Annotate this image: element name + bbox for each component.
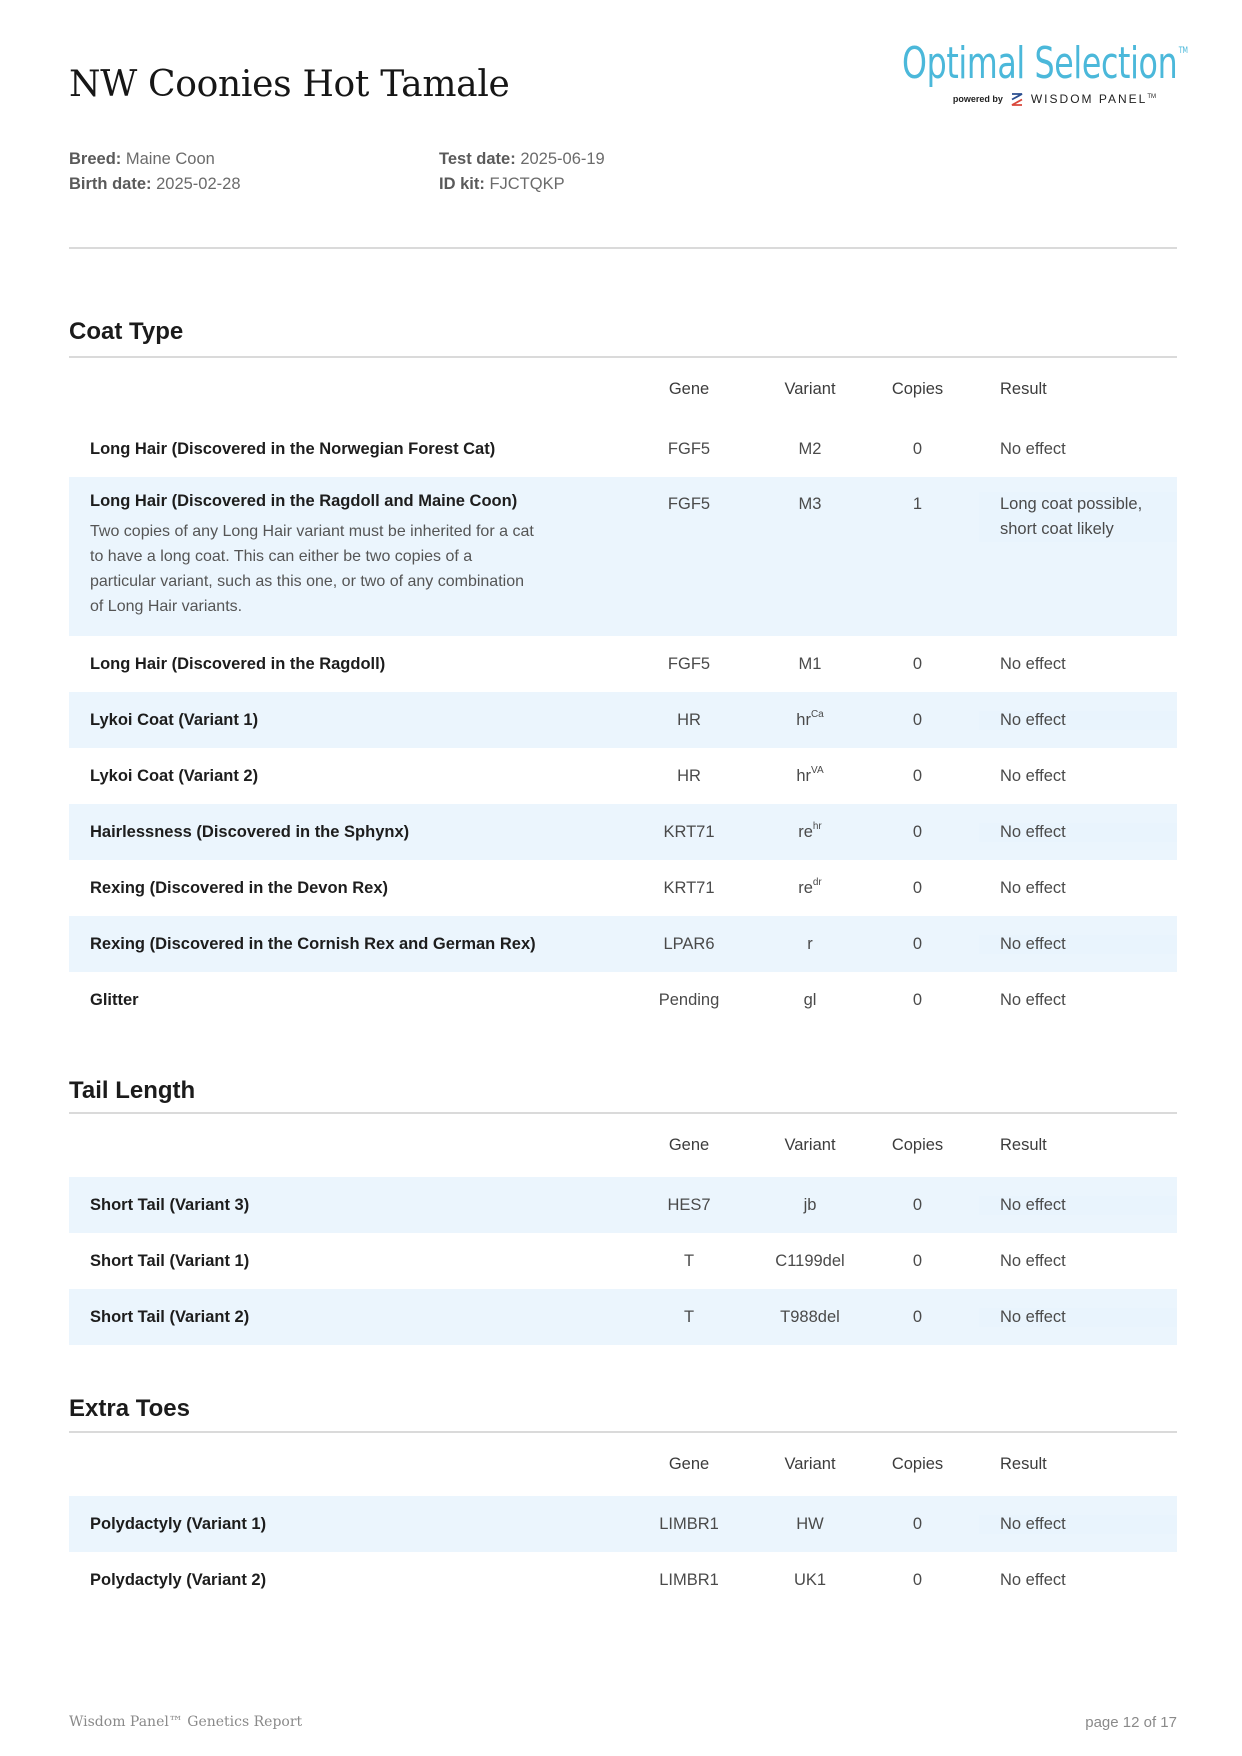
result-value: No effect xyxy=(979,1308,1177,1327)
column-header-variant: Variant xyxy=(784,1455,836,1473)
copies-value: 0 xyxy=(912,1514,923,1533)
trait-table-extra-toes xyxy=(69,1433,1177,1608)
gene-value: LIMBR1 xyxy=(659,1514,719,1533)
copies-value: 0 xyxy=(912,1307,923,1326)
birth-date-field: Birth date: 2025-02-28 xyxy=(69,175,241,193)
variant-superscript: dr xyxy=(812,876,822,888)
variant-value: jb xyxy=(803,1195,817,1214)
trait-name-cell xyxy=(69,935,614,954)
copies-value: 0 xyxy=(912,654,923,673)
variant-cell xyxy=(764,1252,856,1271)
gene-value: T xyxy=(683,1251,695,1270)
logo-main-text: Optimal Selection xyxy=(902,38,1178,89)
trait-name: Short Tail (Variant 2) xyxy=(90,1307,250,1326)
column-header-copies: Copies xyxy=(891,1136,944,1154)
variant-cell xyxy=(764,764,856,786)
table-row xyxy=(69,1496,1177,1552)
section-title-extra-toes: Extra Toes xyxy=(69,1395,190,1422)
trait-name: Hairlessness (Discovered in the Sphynx) xyxy=(90,822,410,841)
table-row xyxy=(69,972,1177,1028)
table-row xyxy=(69,692,1177,748)
trait-name: Lykoi Coat (Variant 1) xyxy=(90,710,259,729)
variant-cell xyxy=(764,935,856,954)
trait-name-cell xyxy=(69,1252,614,1271)
variant-value: T988del xyxy=(780,1307,840,1326)
result-value: No effect xyxy=(1000,990,1066,1009)
id-kit-value: FJCTQKP xyxy=(489,175,565,193)
variant-value: re xyxy=(798,878,813,897)
section-title-coat-type: Coat Type xyxy=(69,318,184,345)
variant-value: M3 xyxy=(798,495,822,513)
trait-name: Glitter xyxy=(90,990,139,1009)
trait-name-cell xyxy=(69,879,614,898)
trait-table-tail-length xyxy=(69,1114,1177,1345)
result-value: No effect xyxy=(979,1196,1177,1215)
trait-name: Lykoi Coat (Variant 2) xyxy=(90,766,259,785)
column-header-variant: Variant xyxy=(784,380,836,398)
variant-superscript: VA xyxy=(811,764,824,776)
variant-cell xyxy=(764,876,856,898)
table-row xyxy=(69,1289,1177,1345)
trait-description: Two copies of any Long Hair variant must be inherited for a cat to have a long coat. This can either be two copies of a particular variant, such as this one, or two of any combination of Long Hair variants. xyxy=(90,523,534,615)
copies-value: 0 xyxy=(912,822,923,841)
variant-cell xyxy=(764,1308,856,1327)
trait-name: Rexing (Discovered in the Cornish Rex and German Rex) xyxy=(90,934,536,953)
variant-value: M1 xyxy=(798,654,822,673)
brand-trademark: TM xyxy=(1147,94,1156,100)
variant-value: UK1 xyxy=(793,1570,827,1589)
column-header-gene: Gene xyxy=(668,380,710,398)
trait-name-cell xyxy=(69,1515,614,1534)
trait-name-cell xyxy=(69,711,614,730)
variant-cell xyxy=(764,991,856,1010)
header-divider xyxy=(69,247,1177,249)
test-date-value: 2025-06-19 xyxy=(520,150,605,168)
variant-value: hr xyxy=(796,766,812,785)
wisdom-panel-helix-icon xyxy=(1011,93,1023,106)
trait-name-cell xyxy=(69,1196,614,1215)
copies-value: 0 xyxy=(912,766,923,785)
column-header-result: Result xyxy=(1000,1136,1047,1154)
trait-name: Long Hair (Discovered in the Norwegian Forest Cat) xyxy=(90,439,496,458)
variant-cell xyxy=(764,1571,856,1590)
table-row xyxy=(69,916,1177,972)
table-row xyxy=(69,477,1177,636)
trait-name: Rexing (Discovered in the Devon Rex) xyxy=(90,878,388,897)
trait-name: Long Hair (Discovered in the Ragdoll and Maine Coon) xyxy=(90,492,518,510)
variant-value: C1199del xyxy=(775,1251,845,1270)
table-row xyxy=(69,1233,1177,1289)
trait-name: Polydactyly (Variant 1) xyxy=(90,1514,267,1533)
variant-value: hr xyxy=(796,710,811,729)
gene-value: HES7 xyxy=(667,1195,711,1214)
footer-report-name: Wisdom Panel™ Genetics Report xyxy=(69,1714,303,1730)
trait-table-coat-type xyxy=(69,358,1177,1028)
copies-value: 0 xyxy=(912,1251,923,1270)
copies-value: 0 xyxy=(912,1570,923,1589)
result-value: No effect xyxy=(1000,878,1066,897)
variant-cell xyxy=(764,1515,856,1534)
result-value: No effect xyxy=(1000,766,1066,785)
gene-value: T xyxy=(683,1307,695,1326)
variant-value: M2 xyxy=(798,439,822,458)
result-value: No effect xyxy=(1000,654,1066,673)
column-header-gene: Gene xyxy=(668,1136,710,1154)
column-header-result: Result xyxy=(1000,380,1047,398)
pet-name-title: NW Coonies Hot Tamale xyxy=(69,64,510,105)
trait-name-cell xyxy=(69,440,614,459)
footer-page-number: page 12 of 17 xyxy=(1085,1714,1177,1731)
trait-name-cell xyxy=(69,991,614,1010)
column-header-copies: Copies xyxy=(891,380,944,398)
table-row xyxy=(69,1177,1177,1233)
result-value: No effect xyxy=(1000,1251,1066,1270)
copies-value: 0 xyxy=(912,990,923,1009)
gene-value: KRT71 xyxy=(663,822,715,841)
gene-value: KRT71 xyxy=(663,878,715,897)
variant-value: gl xyxy=(803,990,817,1009)
result-value: No effect xyxy=(979,823,1177,842)
table-row xyxy=(69,421,1177,477)
birth-date-value: 2025-02-28 xyxy=(156,175,241,193)
gene-value: Pending xyxy=(658,990,720,1009)
copies-value: 1 xyxy=(912,495,923,513)
powered-by-text: powered by xyxy=(952,94,1003,104)
gene-value: FGF5 xyxy=(667,495,711,513)
optimal-selection-logo xyxy=(900,38,1188,108)
powered-by-wisdom-panel xyxy=(953,92,1156,106)
trait-name-cell xyxy=(69,492,614,619)
gene-value: LPAR6 xyxy=(663,934,715,953)
copies-value: 0 xyxy=(912,934,923,953)
gene-value: FGF5 xyxy=(667,439,711,458)
result-value: No effect xyxy=(979,1515,1177,1534)
variant-cell xyxy=(764,820,856,842)
table-row xyxy=(69,748,1177,804)
table-row xyxy=(69,804,1177,860)
gene-value: LIMBR1 xyxy=(659,1570,719,1589)
table-header-row xyxy=(69,358,1177,421)
test-date-field: Test date: 2025-06-19 xyxy=(439,150,605,168)
variant-superscript: Ca xyxy=(810,708,824,720)
variant-superscript: hr xyxy=(812,820,822,832)
trait-name-cell xyxy=(69,823,614,842)
table-row xyxy=(69,1552,1177,1608)
table-row xyxy=(69,860,1177,916)
id-kit-field: ID kit: FJCTQKP xyxy=(439,175,565,193)
copies-value: 0 xyxy=(912,710,923,729)
trait-name-cell xyxy=(69,1571,614,1590)
gene-value: HR xyxy=(677,766,701,785)
gene-value: FGF5 xyxy=(667,654,711,673)
trait-name: Short Tail (Variant 3) xyxy=(90,1195,250,1214)
table-row xyxy=(69,636,1177,692)
variant-cell xyxy=(764,492,856,517)
trait-name-cell xyxy=(69,655,614,674)
column-header-copies: Copies xyxy=(891,1455,944,1473)
table-header-row xyxy=(69,1114,1177,1177)
gene-value: HR xyxy=(677,710,701,729)
copies-value: 0 xyxy=(912,439,923,458)
column-header-result: Result xyxy=(1000,1455,1047,1473)
trait-name-cell xyxy=(69,1308,614,1327)
column-header-variant: Variant xyxy=(784,1136,836,1154)
copies-value: 0 xyxy=(912,878,923,897)
breed-value: Maine Coon xyxy=(125,150,215,168)
trait-name: Short Tail (Variant 1) xyxy=(90,1251,250,1270)
section-title-tail-length: Tail Length xyxy=(69,1077,196,1104)
variant-cell xyxy=(764,655,856,674)
result-value: Long coat possible, short coat likely xyxy=(979,492,1177,542)
variant-value: re xyxy=(798,822,813,841)
result-value: No effect xyxy=(1000,1570,1066,1589)
result-value: No effect xyxy=(1000,439,1066,458)
breed-field: Breed: Maine Coon xyxy=(69,150,215,168)
meta-left xyxy=(69,147,241,197)
logo-trademark: TM xyxy=(1178,46,1188,56)
trait-name-cell xyxy=(69,767,614,786)
variant-value: r xyxy=(807,934,813,953)
table-header-row xyxy=(69,1433,1177,1496)
result-value: No effect xyxy=(979,711,1177,730)
trait-name: Long Hair (Discovered in the Ragdoll) xyxy=(90,654,386,673)
column-header-gene: Gene xyxy=(668,1455,710,1473)
result-value: No effect xyxy=(979,935,1177,954)
variant-cell xyxy=(764,708,856,730)
variant-value: HW xyxy=(796,1514,824,1533)
copies-value: 0 xyxy=(912,1195,923,1214)
trait-name: Polydactyly (Variant 2) xyxy=(90,1570,267,1589)
variant-cell xyxy=(764,440,856,459)
variant-cell xyxy=(764,1196,856,1215)
meta-right xyxy=(439,147,605,197)
wisdom-panel-brand: WISDOM PANEL xyxy=(1030,92,1148,106)
